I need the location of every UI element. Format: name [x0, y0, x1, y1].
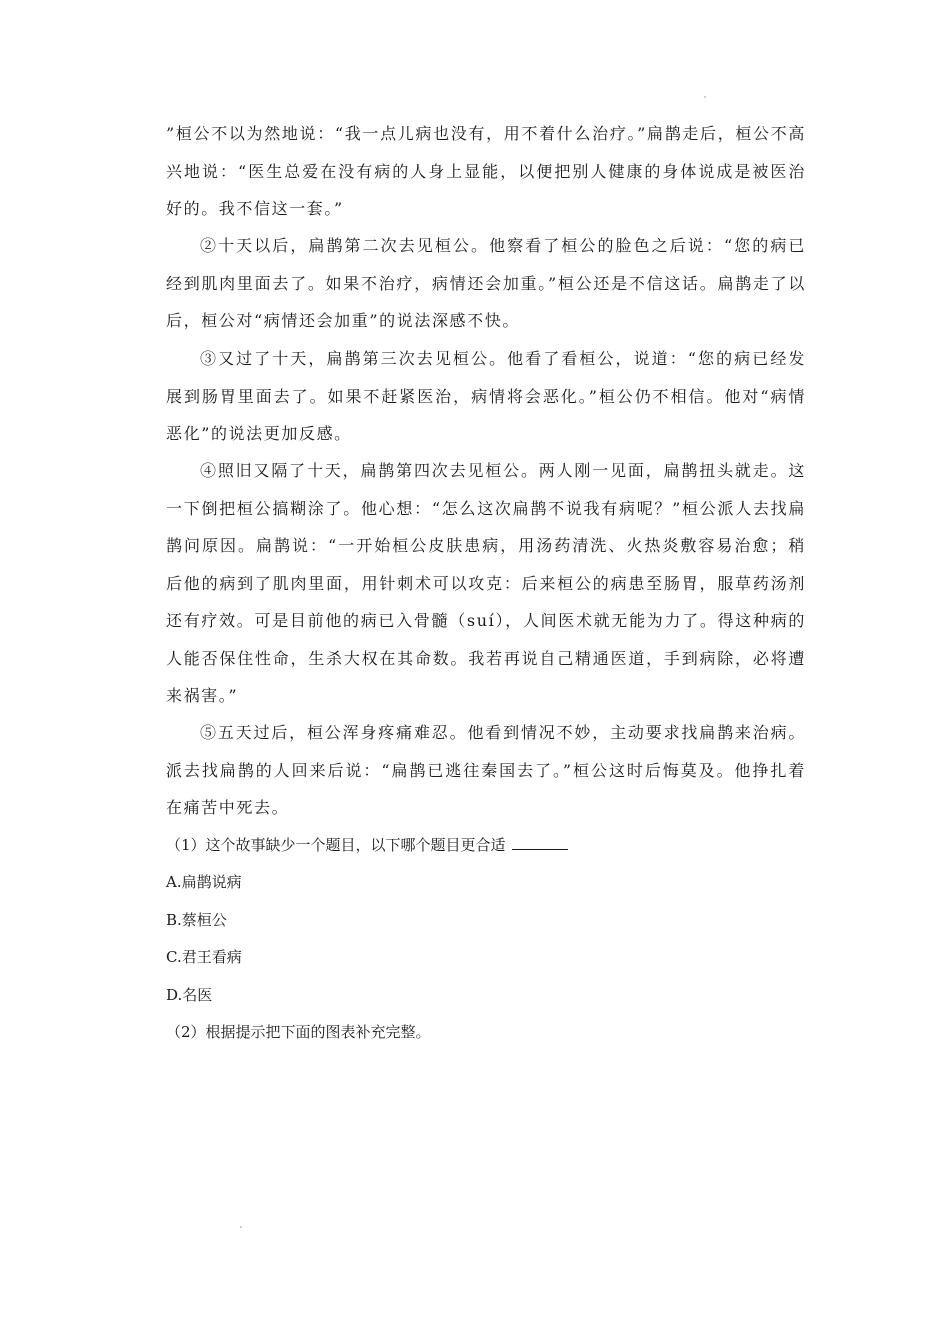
question-2-text: （2）根据提示把下面的图表补充完整。: [166, 1023, 431, 1041]
question-1-text: （1）这个故事缺少一个题目，以下哪个题目更合适: [166, 836, 506, 854]
passage-paragraph-4: ④照旧又隔了十天，扁鹊第四次去见桓公。两人刚一见面，扁鹊扭头就走。这一下倒把桓公搞糊涂了。他心想：“怎么这次扁鹊不说我有病呢？”桓公派人去找扁鹊问原因。扁鹊说：“一开始桓公皮肤患病，用汤药清洗、火热炎敷容易治愈；稍后他的病到了肌肉里面，用针刺术可以攻克：后来桓公的病患至肠胃，服草药汤剂还有疗效。可是目前他的病已入骨髓（suí），人间医术就无能为力了。得这种病的人能否保住性命，生杀大权在其命数。我若再说自己精通医道，手到病除，必将遭来祸害。”: [166, 461, 806, 705]
option-a[interactable]: A.扁鹊说病: [166, 873, 242, 891]
passage-paragraph-2: ②十天以后，扁鹊第二次去见桓公。他察看了桓公的脸色之后说：“您的病已经到肌肉里面去了。如果不治疗，病情还会加重。”桓公还是不信这话。扁鹊走了以后，桓公对“病情还会加重”的说法深感不快。: [166, 236, 806, 330]
passage-paragraph-5: ⑤五天过后，桓公浑身疼痛难忍。他看到情况不妙，主动要求找扁鹊来治病。派去找扁鹊的人回来后说：“扁鹊已逃往秦国去了。”桓公这时后悔莫及。他挣扎着在痛苦中死去。: [166, 723, 806, 817]
option-d[interactable]: D.名医: [166, 986, 213, 1004]
scan-dot: [240, 1226, 242, 1228]
question-1: [166, 835, 806, 855]
scan-dot: [704, 96, 706, 98]
passage-paragraph-continuation: ”桓公不以为然地说：“我一点儿病也没有，用不着什么治疗。”扁鹊走后，桓公不高兴地说：“医生总爱在没有病的人身上显能，以便把别人健康的身体说成是被医治好的。我不信这一套。”: [166, 124, 806, 218]
passage-paragraph-3: ③又过了十天，扁鹊第三次去见桓公。他看了看桓公，说道：“您的病已经发展到肠胃里面去了。如果不赶紧医治，病情将会恶化。”桓公仍不相信。他对“病情恶化”的说法更加反感。: [166, 349, 806, 443]
option-c[interactable]: C.君王看病: [166, 948, 242, 966]
answer-blank[interactable]: [512, 835, 568, 850]
option-b[interactable]: B.蔡桓公: [166, 911, 227, 929]
